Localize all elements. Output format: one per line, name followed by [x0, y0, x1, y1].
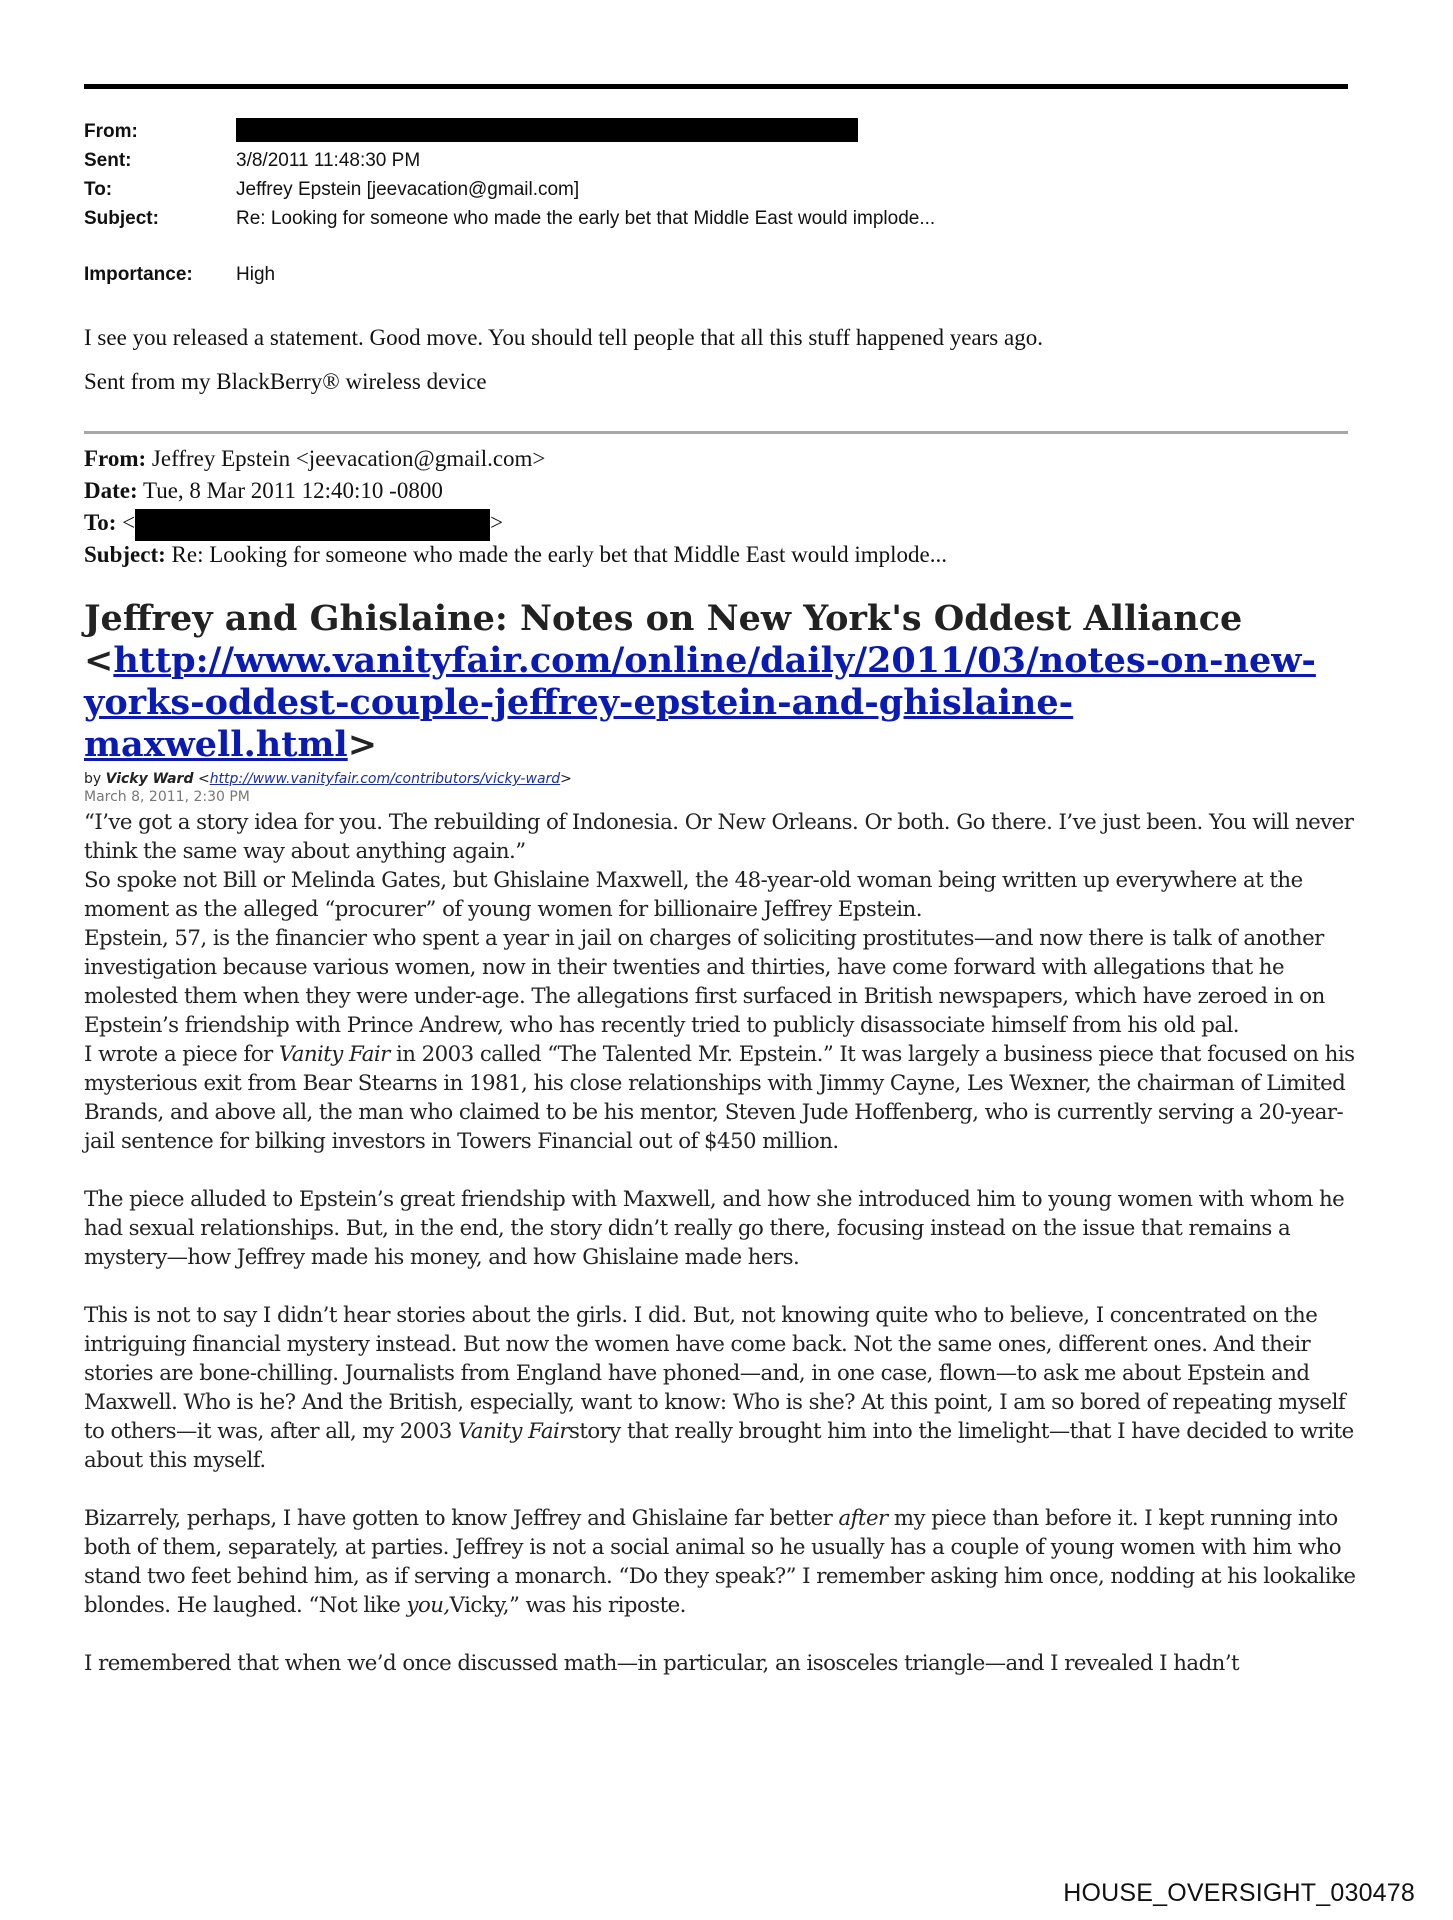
- sent-value: 3/8/2011 11:48:30 PM: [236, 150, 421, 171]
- article-paragraph: The piece alluded to Epstein’s great friendship with Maxwell, and how she introduced him to young women with whom he had sexual relationships. But, in the end, the story didn’t really go there, focusing instead on the issue that remains a mystery—how Jeffrey made his money, and how Ghislaine made hers.: [84, 1187, 1345, 1270]
- quoted-date-label: Date:: [84, 478, 138, 503]
- quoted-from-row: [84, 443, 545, 475]
- quoted-to-label: To:: [84, 510, 117, 535]
- to-value: Jeffrey Epstein [jeevacation@gmail.com]: [236, 179, 580, 200]
- importance-value: High: [236, 264, 276, 285]
- from-value-redacted: [236, 120, 858, 144]
- importance-label: Importance:: [84, 264, 193, 285]
- text-run: my piece than before it. I kept running into both of them, separately, at parties. Jeffrey is not a social animal so he usually has a couple of young women with him who stand two feet behind him, as if serving a monarch. “Do they speak?” I remember asking him once, nodding at his lookalike blondes. He laughed. “Not like: [84, 1506, 1356, 1618]
- article-title: Jeffrey and Ghislaine: Notes on New York's Oddest Alliance: [84, 598, 1243, 639]
- quoted-date-row: [84, 475, 443, 507]
- quoted-to-open: <: [116, 510, 136, 535]
- reply-body: I see you released a statement. Good move. You should tell people that all this stuff happened years ago.: [84, 325, 1043, 350]
- link-open-bracket: <: [84, 640, 114, 681]
- text-run: This is not to say I didn’t hear stories about the girls. I did. But, not knowing quite who to believe, I concentrated on the intriguing financial mystery instead. But now the women have come back. Not the same ones, different ones. And their stories are bone-chilling. Journalists from England have phoned—and, in one case, flown—to ask me about Epstein and Maxwell. Who is he? And the British, especially, want to know: Who is she? At this point, I am so bored of repeating myself to others—it was, after all, my 2003: [84, 1303, 1346, 1444]
- quoted-from-label: From:: [84, 446, 147, 471]
- article-paragraph: [84, 1040, 1359, 1156]
- subject-label: Subject:: [84, 208, 159, 229]
- quoted-subject-label: Subject:: [84, 542, 166, 567]
- publication-name: Vanity Fair: [278, 1042, 390, 1067]
- text-run: in 2003 called “The Talented Mr. Epstein.” It was largely a business piece that focused on his mysterious exit from Bear Stearns in 1981, his close relationships with Jimmy Cayne, Les Wexner, the chairman of Limited Brands, and above all, the man who claimed to be his mentor, Steven Jude Hoffenberg, who is currently serving a 20-year-jail sentence for bilking investors in Towers Financial out of $450 million.: [84, 1042, 1355, 1154]
- quoted-subject-value: Re: Looking for someone who made the early bet that Middle East would implode...: [165, 542, 947, 567]
- emphasis: you,: [406, 1593, 450, 1618]
- article-paragraph: Epstein, 57, is the financier who spent a year in jail on charges of soliciting prostitutes—and now there is talk of another investigation because various women, now in their twenties and thirties, have come forward with allegations that he molested them when they were under-age. The allegations first surfaced in British newspapers, which have zeroed in on Epstein’s friendship with Prince Andrew, who has recently tried to publicly disassociate himself from his old pal.: [84, 926, 1325, 1038]
- article-heading: [84, 598, 1364, 766]
- article-paragraph: [84, 1301, 1359, 1475]
- bates-number: HOUSE_OVERSIGHT_030478: [1063, 1879, 1415, 1907]
- article-paragraph: So spoke not Bill or Melinda Gates, but Ghislaine Maxwell, the 48-year-old woman being written up everywhere at the moment as the alleged “procurer” of young women for billionaire Jeffrey Epstein.: [84, 868, 1303, 922]
- from-label: From:: [84, 121, 138, 142]
- byline-prefix: by: [84, 771, 106, 787]
- author-name: Vicky Ward: [105, 771, 194, 787]
- reply-signature: Sent from my BlackBerry® wireless device: [84, 369, 487, 394]
- author-link-close: >: [560, 771, 572, 787]
- author-link-open: <: [193, 771, 210, 787]
- article-body: [84, 808, 1359, 1678]
- redaction-bar: [236, 118, 858, 142]
- to-label: To:: [84, 179, 113, 200]
- publication-name: Vanity Fair: [457, 1419, 569, 1444]
- quoted-from-value: Jeffrey Epstein <jeevacation@gmail.com>: [146, 446, 546, 471]
- quoted-divider: [84, 431, 1348, 434]
- article-dateline: March 8, 2011, 2:30 PM: [84, 789, 250, 805]
- top-divider: [84, 84, 1348, 89]
- quoted-date-value: Tue, 8 Mar 2011 12:40:10 -0800: [137, 478, 443, 503]
- emphasis: after: [838, 1506, 888, 1531]
- text-run: Bizarrely, perhaps, I have gotten to know Jeffrey and Ghislaine far better: [84, 1506, 839, 1531]
- author-link[interactable]: http://www.vanityfair.com/contributors/vicky-ward: [209, 771, 561, 787]
- article-paragraph: [84, 1504, 1359, 1620]
- text-run: story that really brought him into the limelight—that I have decided to write about this myself.: [84, 1419, 1354, 1473]
- quoted-to-row: [84, 507, 503, 541]
- article-paragraph: “I’ve got a story idea for you. The rebuilding of Indonesia. Or New Orleans. Or both. Go there. I’ve just been. You will never think the same way about anything again.”: [84, 810, 1354, 864]
- redaction-bar: [135, 509, 490, 541]
- byline: [84, 771, 572, 788]
- subject-value: Re: Looking for someone who made the early bet that Middle East would implode...: [236, 208, 936, 229]
- text-run: I wrote a piece for: [84, 1042, 279, 1067]
- article-link[interactable]: http://www.vanityfair.com/online/daily/2011/03/notes-on-new-yorks-oddest-couple-jeffrey-epstein-and-ghislaine-maxwell.html: [84, 640, 1316, 765]
- article-paragraph: I remembered that when we’d once discussed math—in particular, an isosceles triangle—and I revealed I hadn’t: [84, 1651, 1240, 1676]
- link-close-bracket: >: [347, 724, 378, 765]
- sent-label: Sent:: [84, 150, 132, 171]
- quoted-to-close: >: [490, 510, 504, 535]
- text-run: Vicky,” was his riposte.: [449, 1593, 686, 1618]
- quoted-subject-row: [84, 539, 947, 571]
